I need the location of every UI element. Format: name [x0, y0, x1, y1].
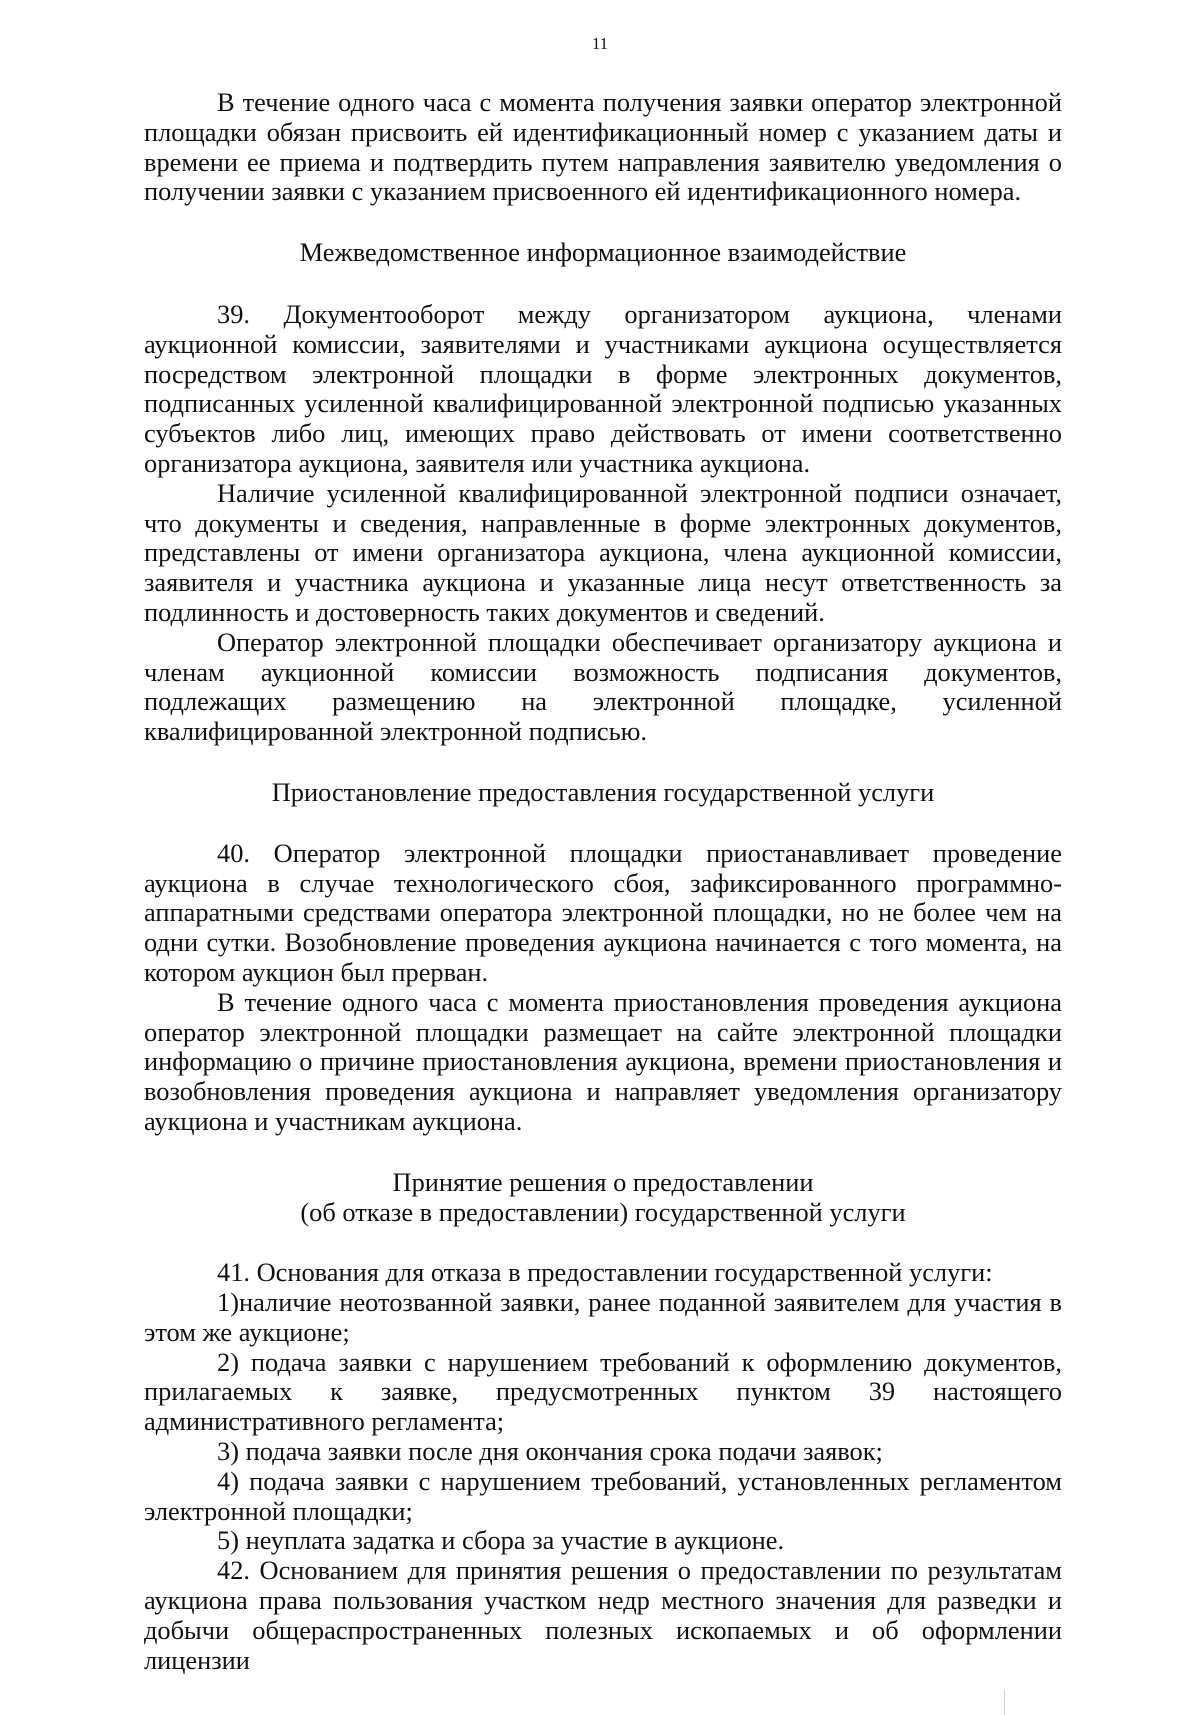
section-heading-decision — [144, 1168, 1062, 1228]
paragraph-39-signature: Наличие усиленной квалифицированной электронной подписи означает, что документы и сведения, направленные в форме электронных документов, представлены от имени организатора аукциона, члена аукционной комиссии, заявителя и участника аукциона и указанные лица несут ответственность за подлинность и достоверность таких документов и сведений. — [144, 477, 1062, 627]
paragraph-41-item-3: 3) подача заявки после дня окончания срока подачи заявок; — [217, 1436, 883, 1467]
paragraph-40: 40. Оператор электронной площадки приостанавливает проведение аукциона в случае технологического сбоя, зафиксированного программно-аппаратными средствами оператора электронной площадки, но не более чем на одни сутки. Возобновление проведения аукциона начинается с того момента, на котором аукцион был прерван. — [144, 837, 1062, 987]
paragraph-41-item-5: 5) неуплата задатка и сбора за участие в аукционе. — [217, 1525, 785, 1556]
paragraph-41: 41. Основания для отказа в предоставлении государственной услуги: — [217, 1257, 993, 1288]
paragraph-41-item-4: 4) подача заявки с нарушением требований, установленных регламентом электронной площадки; — [144, 1465, 1062, 1526]
scan-edge-mark — [1004, 1690, 1005, 1715]
section-heading-decision-line-1: Принятие решения о предоставлении — [392, 1166, 814, 1197]
paragraph-41-item-2: 2) подача заявки с нарушением требований к оформлению документов, прилагаемых к заявке, предусмотренных пунктом 39 настоящего административного регламента; — [144, 1346, 1062, 1437]
paragraph-39: 39. Документооборот между организатором аукциона, членами аукционной комиссии, заявителями и участниками аукциона осуществляется посредством электронной площадки в форме электронных документов, подписанных усиленной квалифицированной электронной подписью указанных субъектов либо лиц, имеющих право действовать от имени соответственно организатора аукциона, заявителя или участника аукциона. — [144, 298, 1062, 478]
section-heading-interagency: Межведомственное информационное взаимодействие — [299, 237, 907, 268]
paragraph-42: 42. Основанием для принятия решения о предоставлении по результатам аукциона права пользования участком недр местного значения для разведки и добычи общераспространенных полезных ископаемых и об оформлении лицензии — [144, 1555, 1062, 1675]
section-heading-suspension: Приостановление предоставления государственной услуги — [271, 776, 935, 807]
paragraph-39-operator: Оператор электронной площадки обеспечивает организатору аукциона и членам аукционной комиссии возможность подписания документов, подлежащих размещению на электронной площадке, усиленной квалифицированной электронной подписью. — [144, 626, 1062, 747]
page-number: 11 — [591, 34, 609, 53]
paragraph-41-item-1: 1)наличие неотозванной заявки, ранее поданной заявителем для участия в этом же аукционе; — [144, 1287, 1062, 1347]
document-body — [144, 88, 1062, 1675]
section-heading-decision-line-2: (об отказе в предоставлении) государственной услуги — [300, 1196, 906, 1227]
paragraph-intro: В течение одного часа с момента получения заявки оператор электронной площадки обязан присвоить ей идентификационный номер с указанием даты и времени ее приема и подтвердить путем направления заявителю уведомления о получении заявки с указанием присвоенного ей идентификационного номера. — [144, 87, 1062, 207]
paragraph-40-notification: В течение одного часа с момента приостановления проведения аукциона оператор электронной площадки размещает на сайте электронной площадки информацию о причине приостановления аукциона, времени приостановления и возобновления проведения аукциона и направляет уведомления организатору аукциона и участникам аукциона. — [144, 986, 1062, 1136]
